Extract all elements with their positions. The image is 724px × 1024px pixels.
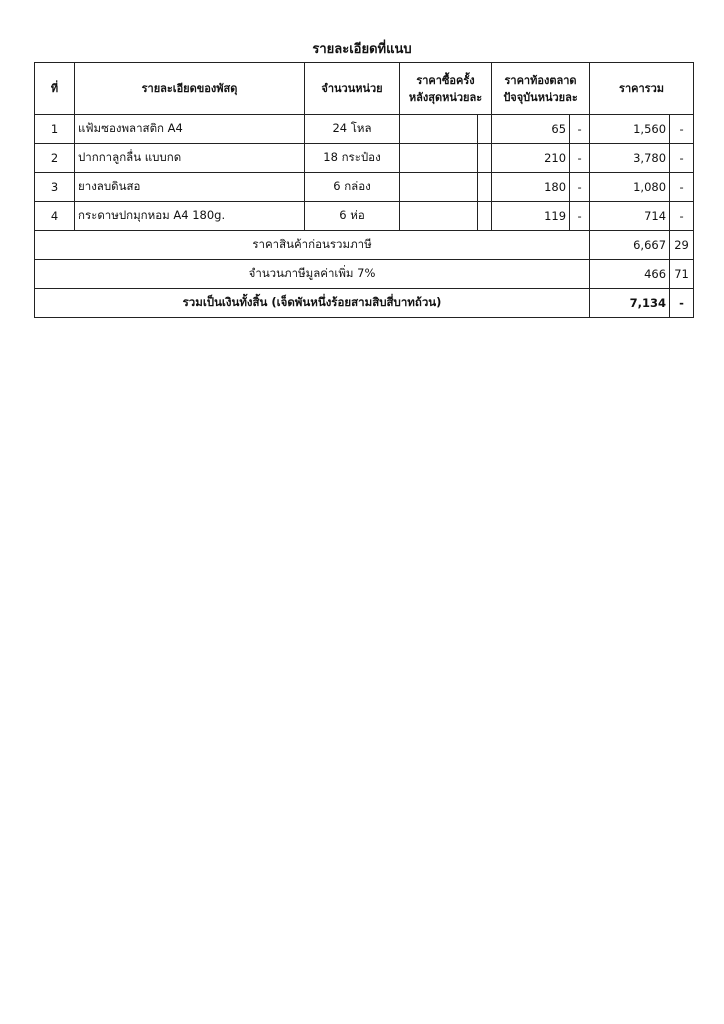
cell-market-price-satang: - <box>570 202 590 231</box>
header-last-price-line1: ราคาซื้อครั้ง <box>416 73 475 87</box>
cell-market-price: 65 <box>492 115 570 144</box>
document-title: รายละเอียดที่แนบ <box>312 42 412 57</box>
vat-label: จำนวนภาษีมูลค่าเพิ่ม 7% <box>35 260 590 289</box>
header-description: รายละเอียดของพัสดุ <box>75 63 305 115</box>
header-market-price-line1: ราคาท้องตลาด <box>504 73 577 87</box>
table-row <box>35 202 694 231</box>
cell-total: 714 <box>590 202 670 231</box>
grand-total-value: 7,134 <box>590 289 670 318</box>
subtotal-label: ราคาสินค้าก่อนรวมภาษี <box>35 231 590 260</box>
cell-description: ปากกาลูกลื่น แบบกด <box>75 144 305 173</box>
cell-no: 1 <box>35 115 75 144</box>
cell-total: 1,080 <box>590 173 670 202</box>
header-last-price-line2: หลังสุดหน่วยละ <box>408 90 483 104</box>
table-row <box>35 144 694 173</box>
cell-last-price <box>400 115 478 144</box>
cell-market-price: 210 <box>492 144 570 173</box>
cell-description: แฟ้มซองพลาสติก A4 <box>75 115 305 144</box>
cell-no: 4 <box>35 202 75 231</box>
cell-description: ยางลบดินสอ <box>75 173 305 202</box>
cell-quantity: 6 กล่อง <box>305 173 400 202</box>
header-row <box>35 63 694 115</box>
cell-total-satang: - <box>670 173 694 202</box>
cell-last-price <box>400 202 478 231</box>
cell-market-price: 119 <box>492 202 570 231</box>
cell-no: 2 <box>35 144 75 173</box>
cell-quantity: 18 กระป๋อง <box>305 144 400 173</box>
grand-total-label: รวมเป็นเงินทั้งสิ้น (เจ็ดพันหนึ่งร้อยสามสิบสี่บาทถ้วน) <box>35 289 590 318</box>
cell-total: 3,780 <box>590 144 670 173</box>
cell-total-satang: - <box>670 202 694 231</box>
subtotal-satang: 29 <box>670 231 694 260</box>
vat-row <box>35 260 694 289</box>
cell-last-price <box>400 144 478 173</box>
cell-total: 1,560 <box>590 115 670 144</box>
cell-market-price-satang: - <box>570 144 590 173</box>
cell-last-price <box>400 173 478 202</box>
subtotal-value: 6,667 <box>590 231 670 260</box>
header-last-price <box>400 63 492 115</box>
cell-last-price-satang <box>478 173 492 202</box>
cell-last-price-satang <box>478 144 492 173</box>
grand-total-satang: - <box>670 289 694 318</box>
cell-no: 3 <box>35 173 75 202</box>
cell-total-satang: - <box>670 144 694 173</box>
subtotal-row <box>35 231 694 260</box>
table-row <box>35 173 694 202</box>
header-quantity: จำนวนหน่วย <box>305 63 400 115</box>
cell-quantity: 24 โหล <box>305 115 400 144</box>
grand-total-row <box>35 289 694 318</box>
cell-last-price-satang <box>478 202 492 231</box>
cell-market-price-satang: - <box>570 115 590 144</box>
cell-description: กระดาษปกมุกหอม A4 180g. <box>75 202 305 231</box>
header-market-price <box>492 63 590 115</box>
cell-market-price-satang: - <box>570 173 590 202</box>
header-market-price-line2: ปัจจุบันหน่วยละ <box>503 90 578 104</box>
header-total: ราคารวม <box>590 63 694 115</box>
cell-last-price-satang <box>478 115 492 144</box>
items-table <box>34 62 694 318</box>
vat-value: 466 <box>590 260 670 289</box>
header-no: ที่ <box>35 63 75 115</box>
cell-market-price: 180 <box>492 173 570 202</box>
table-row <box>35 115 694 144</box>
cell-quantity: 6 ห่อ <box>305 202 400 231</box>
vat-satang: 71 <box>670 260 694 289</box>
cell-total-satang: - <box>670 115 694 144</box>
